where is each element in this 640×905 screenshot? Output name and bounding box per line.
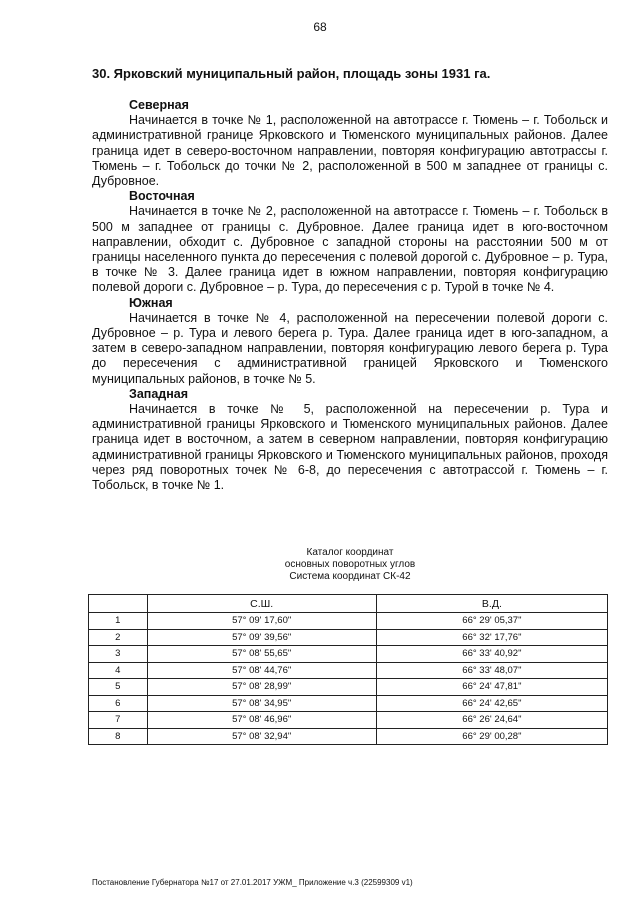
longitude-cell: 66° 32' 17,76" [376,629,607,646]
subheading-south: Южная [129,295,173,310]
coordinates-table [88,594,608,745]
header-latitude: С.Ш. [147,595,376,613]
paragraph-north: Начинается в точке № 1, расположенной на автотрассе г. Тюмень – г. Тобольск и административной границе Ярковского и Тюменского муниципальных районов. Далее граница идет в северо-восточном направлении, повторяя конфигурацию автотрассы г. Тюмень – г. Тобольск до точки № 2, расположенной в 500 м западнее от границы с. Дубровное. [92,113,608,189]
table-row [89,695,608,712]
latitude-cell: 57° 08' 32,94" [147,728,376,745]
boundary-description [92,98,608,493]
table-caption [200,547,500,583]
point-number: 4 [89,662,148,679]
point-number: 6 [89,695,148,712]
longitude-cell: 66° 29' 05,37" [376,613,607,630]
table-row [89,728,608,745]
longitude-cell: 66° 24' 47,81" [376,679,607,696]
point-number: 7 [89,712,148,729]
document-footer: Постановление Губернатора №17 от 27.01.2017 УЖМ_ Приложение ч.3 (22599309 v1) [92,878,413,887]
latitude-cell: 57° 09' 17,60" [147,613,376,630]
longitude-cell: 66° 33' 48,07" [376,662,607,679]
header-longitude: В.Д. [376,595,607,613]
page-number: 68 [313,20,327,34]
point-number: 1 [89,613,148,630]
table-row [89,646,608,663]
latitude-cell: 57° 09' 39,56" [147,629,376,646]
longitude-cell: 66° 33' 40,92" [376,646,607,663]
latitude-cell: 57° 08' 44,76" [147,662,376,679]
caption-line: Каталог координат [306,547,394,558]
longitude-cell: 66° 29' 00,28" [376,728,607,745]
table-row [89,712,608,729]
latitude-cell: 57° 08' 34,95" [147,695,376,712]
subheading-west: Западная [129,386,189,401]
caption-line: основных поворотных углов [284,559,416,570]
section-heading: 30. Ярковский муниципальный район, площадь зоны 1931 га. [92,66,491,81]
point-number: 2 [89,629,148,646]
header-number [89,595,148,613]
point-number: 5 [89,679,148,696]
longitude-cell: 66° 26' 24,64" [376,712,607,729]
table-header-row [89,595,608,613]
point-number: 8 [89,728,148,745]
latitude-cell: 57° 08' 55,65" [147,646,376,663]
latitude-cell: 57° 08' 46,96" [147,712,376,729]
point-number: 3 [89,646,148,663]
caption-line: Система координат СК-42 [289,571,411,582]
paragraph-south: Начинается в точке № 4, расположенной на пересечении полевой дороги с. Дубровное – р. Тура и левого берега р. Тура. Далее граница идет в юго-западном, а затем в северо-западном направлении, повторяя конфигурацию левого берега р. Тура до пересечения с административной границей Ярковского и Тюменского муниципальных районов, в точке № 5. [92,310,608,386]
paragraph-east: Начинается в точке № 2, расположенной на автотрассе г. Тюмень – г. Тобольск в 500 м западнее от границы с. Дубровное. Далее граница идет в юго-восточном направлении, обходит с. Дубровное с западной стороны на расстоянии 500 м от границы населенного пункта до пересечения с полевой дорогой с. Дубровное – р. Тура, в точке № 3. Далее граница идет в южном направлении, повторяя конфигурацию полевой дороги с. Дубровное – р. Тура, до пересечения с р. Турой в точке № 4. [92,204,608,295]
subheading-east: Восточная [129,189,195,204]
paragraph-west: Начинается в точке № 5, расположенной на пересечении р. Тура и административной границы Ярковского и Тюменского муниципальных районов. Далее граница идет в восточном, а затем в северном направлении, повторяя конфигурацию административной границы Ярковского и Тюменского муниципальных районов, проходя через ряд поворотных точек № 6-8, до пересечения с автотрассой г. Тюмень – г. Тобольск, в точке № 1. [92,402,608,493]
table-row [89,613,608,630]
subheading-north: Северная [129,98,189,112]
table-row [89,629,608,646]
latitude-cell: 57° 08' 28,99" [147,679,376,696]
table-row [89,662,608,679]
longitude-cell: 66° 24' 42,65" [376,695,607,712]
table-row [89,679,608,696]
